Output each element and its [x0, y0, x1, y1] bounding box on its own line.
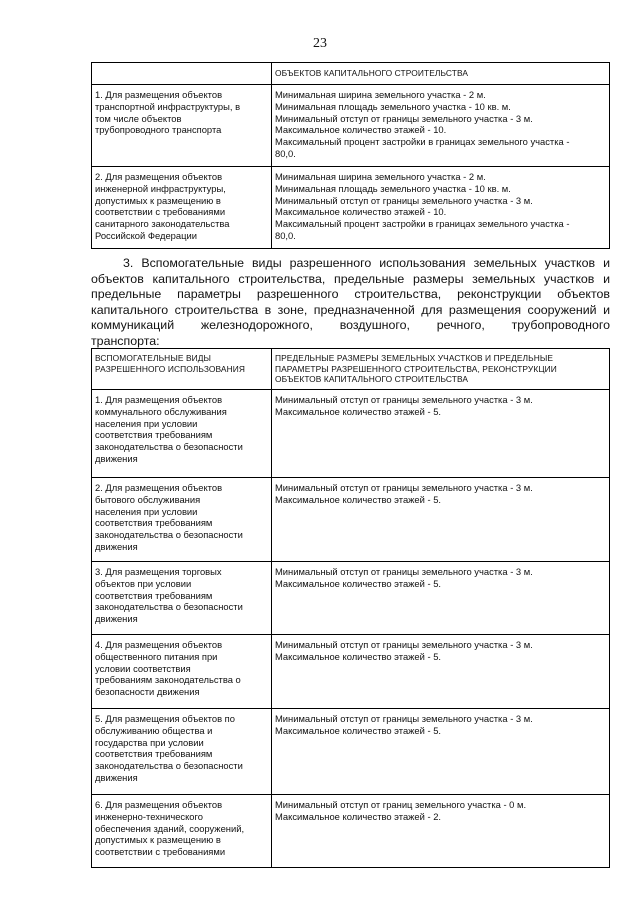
- auxiliary-uses-table: [91, 348, 610, 868]
- body-paragraph: [91, 256, 610, 349]
- use-line: движения: [95, 613, 138, 625]
- use-line: допустимых к размещению в: [95, 834, 221, 846]
- table-row: [92, 167, 610, 249]
- use-line: объектов при условии: [95, 577, 192, 589]
- use-line: транспортной инфраструктуры, в: [95, 100, 241, 112]
- param-line: Максимальное количество этажей - 5.: [275, 577, 442, 589]
- use-line: обслуживанию общества и: [95, 724, 213, 736]
- param-line: Максимальное количество этажей - 5.: [275, 650, 442, 662]
- use-line: населения при условии: [95, 505, 198, 517]
- use-line: соответствия требованиям: [95, 589, 213, 601]
- use-cell: [92, 795, 272, 868]
- param-line: Минимальный отступ от границы земельного участка - 3 м.: [275, 194, 533, 206]
- param-line: Минимальный отступ от границы земельного участка - 3 м.: [275, 394, 533, 405]
- table-row: [92, 635, 610, 709]
- table-row: [92, 795, 610, 868]
- use-line: безопасности движения: [95, 686, 200, 698]
- use-line: 2. Для размещения объектов: [95, 171, 223, 182]
- params-cell: [272, 85, 610, 167]
- param-line: 80,0.: [275, 229, 296, 241]
- params-cell: [272, 795, 610, 868]
- use-cell: [92, 562, 272, 635]
- header-line: ПАРАМЕТРЫ РАЗРЕШЕННОГО СТРОИТЕЛЬСТВА, РЕКОНСТРУКЦИИ: [275, 363, 557, 374]
- param-line: Минимальная ширина земельного участка - 2 м.: [275, 171, 486, 182]
- use-line: том числе объектов: [95, 112, 182, 124]
- use-line: движения: [95, 540, 138, 552]
- use-line: 6. Для размещения объектов: [95, 799, 223, 810]
- use-line: инженерной инфраструктуры,: [95, 182, 226, 194]
- header-cell-use: [92, 349, 272, 390]
- main-uses-table: [91, 62, 610, 249]
- use-line: государства при условии: [95, 736, 204, 748]
- header-line: ОБЪЕКТОВ КАПИТАЛЬНОГО СТРОИТЕЛЬСТВА: [275, 374, 469, 385]
- use-line: 5. Для размещения объектов по: [95, 713, 235, 724]
- use-line: обеспечения зданий, сооружений,: [95, 822, 245, 834]
- header-cell-params: ОБЪЕКТОВ КАПИТАЛЬНОГО СТРОИТЕЛЬСТВА: [272, 63, 610, 85]
- paragraph-line: транспорта:: [91, 333, 160, 348]
- use-line: движения: [95, 452, 138, 464]
- param-line: Минимальный отступ от границы земельного участка - 3 м.: [275, 713, 533, 724]
- use-line: соответствия требованиям: [95, 748, 213, 760]
- table-row: [92, 390, 610, 478]
- params-cell: [272, 478, 610, 562]
- use-line: законодательства о безопасности: [95, 441, 243, 453]
- paragraph-line: предельные параметры разрешенного строительства, реконструкции объектов: [91, 287, 610, 301]
- paragraph-line: 3. Вспомогательные виды разрешенного использования земельных участков и: [123, 256, 610, 270]
- params-cell: [272, 562, 610, 635]
- use-cell: [92, 635, 272, 709]
- use-line: законодательства о безопасности: [95, 529, 243, 541]
- header-line: РАЗРЕШЕННОГО ИСПОЛЬЗОВАНИЯ: [95, 363, 246, 374]
- use-line: соответствии с требованиями: [95, 846, 226, 858]
- table-header-row: [92, 349, 610, 390]
- use-line: общественного питания при: [95, 650, 218, 662]
- use-line: 4. Для размещения объектов: [95, 639, 223, 650]
- use-line: движения: [95, 771, 138, 783]
- use-line: законодательства о безопасности: [95, 760, 243, 772]
- param-line: Минимальный отступ от границ земельного участка - 0 м.: [275, 799, 527, 810]
- use-line: Российской Федерации: [95, 229, 197, 241]
- header-line: ВСПОМОГАТЕЛЬНЫЕ ВИДЫ: [95, 353, 212, 363]
- param-line: Минимальная ширина земельного участка - 2 м.: [275, 89, 486, 100]
- use-cell: [92, 167, 272, 249]
- use-cell: [92, 390, 272, 478]
- use-cell: [92, 85, 272, 167]
- param-line: Максимальное количество этажей - 5.: [275, 493, 442, 505]
- param-line: Максимальный процент застройки в границах земельного участка -: [275, 136, 570, 148]
- params-cell: [272, 390, 610, 478]
- use-line: соответствии с требованиями: [95, 206, 226, 218]
- use-line: инженерно-технического: [95, 810, 203, 822]
- use-line: коммунального обслуживания: [95, 405, 227, 417]
- param-line: Максимальное количество этажей - 10.: [275, 124, 447, 136]
- paragraph-line: объектов капитального строительства, предельные размеры земельных участков и: [91, 271, 610, 286]
- use-line: санитарного законодательства: [95, 218, 230, 230]
- header-cell-use: [92, 63, 272, 85]
- use-line: населения при условии: [95, 417, 198, 429]
- table-row: [92, 562, 610, 635]
- param-line: Минимальная площадь земельного участка - 10 кв. м.: [275, 100, 511, 112]
- use-line: соответствия требованиям: [95, 517, 213, 529]
- param-line: Минимальный отступ от границы земельного участка - 3 м.: [275, 112, 533, 124]
- params-cell: [272, 709, 610, 795]
- use-line: законодательства о безопасности: [95, 601, 243, 613]
- param-line: Максимальный процент застройки в границах земельного участка -: [275, 218, 570, 230]
- use-line: 1. Для размещения объектов: [95, 89, 223, 100]
- param-line: Минимальная площадь земельного участка - 10 кв. м.: [275, 182, 511, 194]
- use-cell: [92, 478, 272, 562]
- param-line: Максимальное количество этажей - 2.: [275, 810, 442, 822]
- use-line: допустимых к размещению в: [95, 194, 221, 206]
- header-line: ПРЕДЕЛЬНЫЕ РАЗМЕРЫ ЗЕМЕЛЬНЫХ УЧАСТКОВ И ПРЕДЕЛЬНЫЕ: [275, 353, 554, 363]
- param-line: Максимальное количество этажей - 10.: [275, 206, 447, 218]
- table-row: [92, 709, 610, 795]
- table-row: [92, 85, 610, 167]
- use-line: требованиям законодательства о: [95, 674, 241, 686]
- params-cell: [272, 635, 610, 709]
- use-line: 2. Для размещения объектов: [95, 482, 223, 493]
- param-line: 80,0.: [275, 147, 296, 159]
- use-cell: [92, 709, 272, 795]
- param-line: Максимальное количество этажей - 5.: [275, 724, 442, 736]
- param-line: Минимальный отступ от границы земельного участка - 3 м.: [275, 639, 533, 650]
- use-line: трубопроводного транспорта: [95, 124, 222, 136]
- header-cell-params: [272, 349, 610, 390]
- param-line: Минимальный отступ от границы земельного участка - 3 м.: [275, 482, 533, 493]
- use-line: бытового обслуживания: [95, 493, 201, 505]
- use-line: соответствия требованиям: [95, 429, 213, 441]
- param-line: Минимальный отступ от границы земельного участка - 3 м.: [275, 566, 533, 577]
- use-line: условии соответствия: [95, 662, 191, 674]
- use-line: 3. Для размещения торговых: [95, 566, 222, 577]
- use-line: 1. Для размещения объектов: [95, 394, 223, 405]
- page-number: 23: [313, 36, 327, 51]
- table-row: [92, 478, 610, 562]
- paragraph-line: капитального строительства в зоне, предназначенной для размещения сооружений и: [91, 302, 610, 317]
- params-cell: [272, 167, 610, 249]
- paragraph-line: коммуникаций железнодорожного, воздушного, речного, трубопроводного: [91, 318, 610, 332]
- table-header-row: [92, 63, 610, 85]
- param-line: Максимальное количество этажей - 5.: [275, 405, 442, 417]
